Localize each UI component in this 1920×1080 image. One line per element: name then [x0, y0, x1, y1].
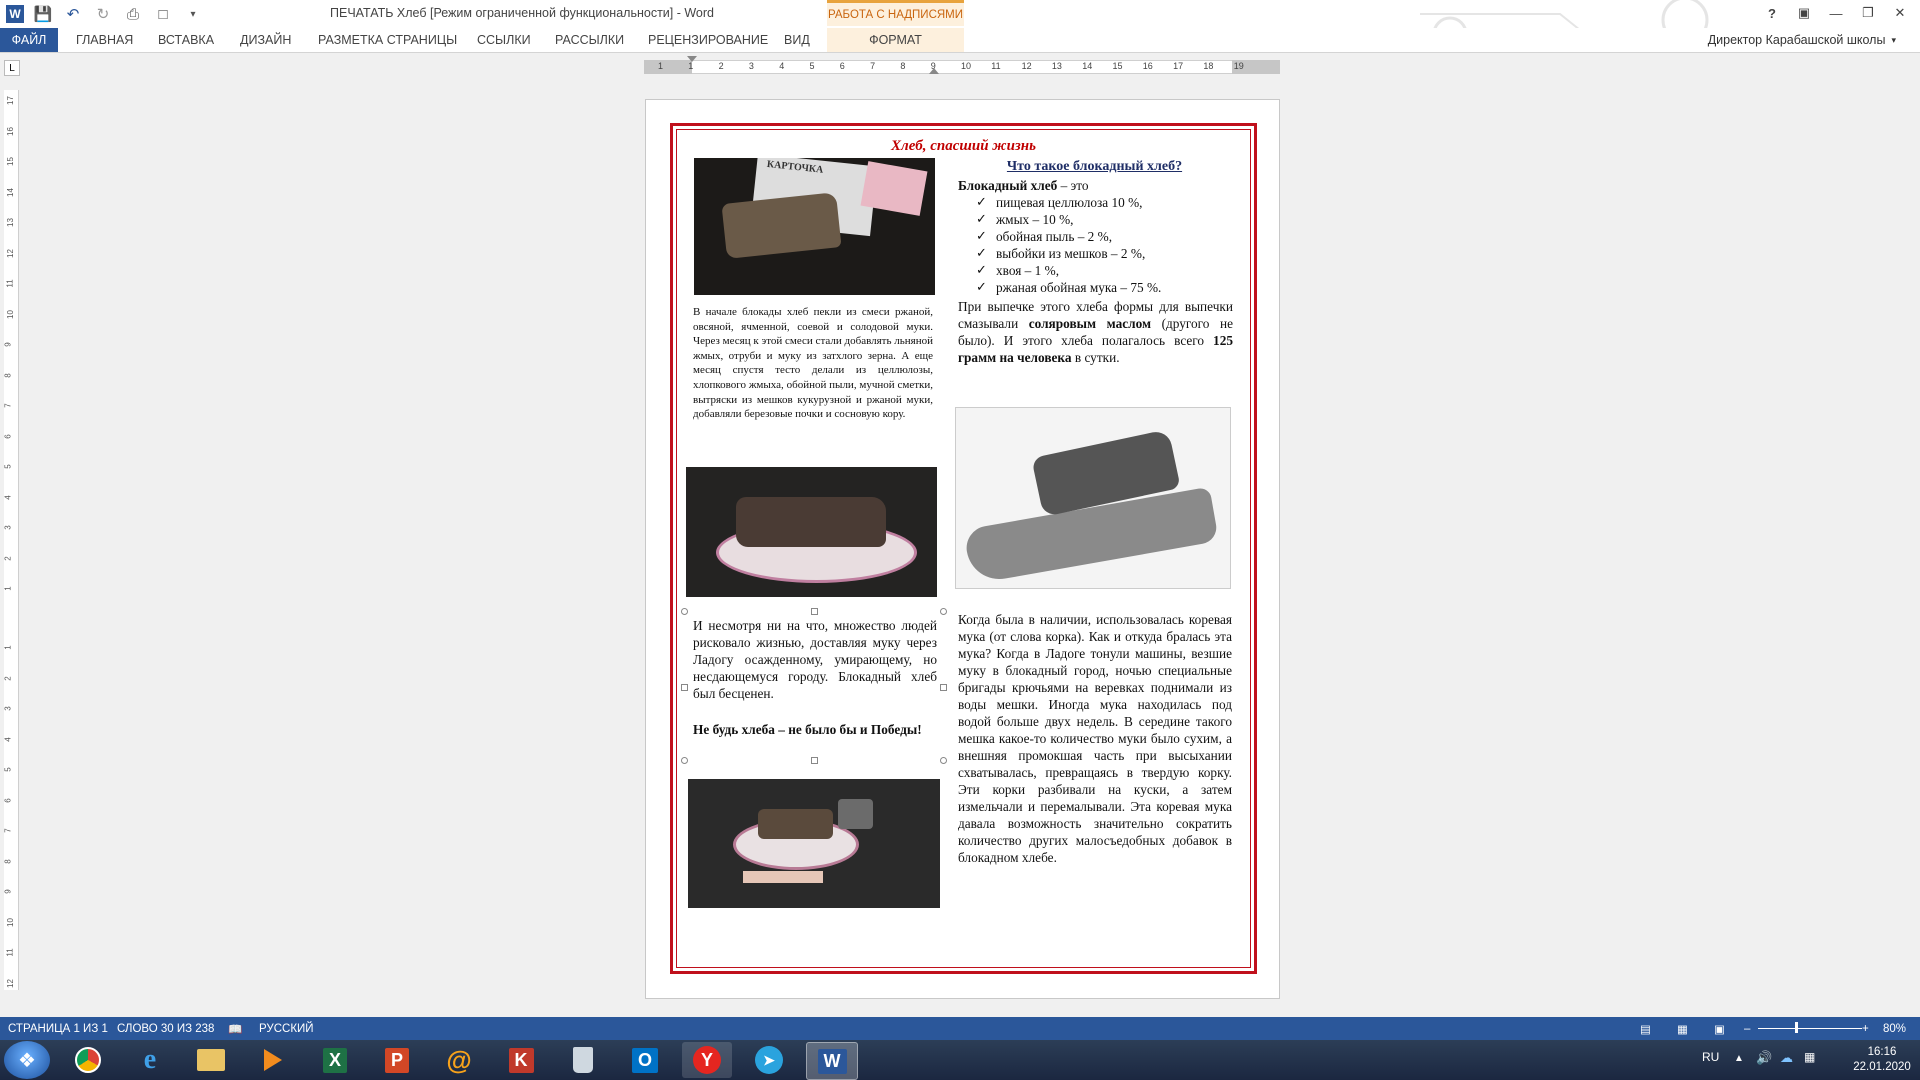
ruler-number: 2 [3, 675, 13, 681]
right-indent-marker-icon[interactable] [929, 68, 939, 74]
indent-marker-icon[interactable] [687, 56, 697, 62]
section-heading: Что такое блокадный хлеб? [1006, 159, 1183, 174]
tab-home[interactable]: ГЛАВНАЯ [76, 33, 134, 47]
status-bar [0, 1017, 1920, 1040]
ruler-number: 4 [3, 494, 13, 500]
read-mode-icon[interactable]: ▤ [1640, 1023, 1651, 1036]
close-icon[interactable]: ✕ [1894, 5, 1906, 20]
ruler-number: 1 [688, 61, 694, 71]
chevron-down-icon: ▾ [1891, 34, 1896, 45]
help-button[interactable]: ? [1768, 5, 1776, 21]
undo-icon[interactable]: ↶ [66, 6, 80, 23]
ribbon-tabs [0, 28, 1920, 53]
redo-icon[interactable]: ↻ [96, 6, 110, 23]
label-card-shape [743, 871, 823, 883]
tab-design[interactable]: ДИЗАЙН [240, 33, 292, 47]
recycle-bin-icon[interactable] [558, 1042, 608, 1078]
list-item: ✓ выбойки из мешков – 2 %, [976, 245, 1236, 262]
word-count[interactable]: СЛОВО 30 ИЗ 238 [117, 1022, 215, 1035]
ruler-number: 8 [3, 858, 13, 864]
account-name[interactable] [1708, 28, 1896, 52]
ruler-number: 4 [3, 736, 13, 742]
word-taskbar-icon[interactable]: W [806, 1042, 858, 1080]
ruler-number: 7 [3, 828, 13, 833]
photo-bread-ration-card[interactable] [694, 158, 935, 295]
proofing-icon[interactable]: 📖 [228, 1023, 243, 1036]
photo-museum-exhibit[interactable] [688, 779, 940, 908]
ruler-number: 10 [5, 917, 15, 927]
chrome-icon[interactable] [63, 1042, 113, 1078]
clock-date: 22.01.2020 [1853, 1061, 1911, 1073]
ruler-number: 12 [1021, 61, 1032, 71]
tab-insert[interactable]: ВСТАВКА [158, 33, 215, 47]
tab-view[interactable]: ВИД [784, 33, 810, 47]
outlook-icon[interactable]: O [620, 1042, 670, 1078]
tab-format[interactable]: ФОРМАТ [827, 28, 964, 52]
web-layout-icon[interactable]: ▣ [1714, 1023, 1725, 1036]
show-hidden-icons-icon[interactable]: ▲ [1734, 1053, 1744, 1064]
minimize-icon[interactable]: — [1829, 5, 1843, 21]
network-icon[interactable]: ▦ [1804, 1050, 1816, 1064]
ruler-number: 9 [3, 889, 13, 894]
ruler-number: 13 [1051, 61, 1062, 71]
tab-file[interactable]: ФАЙЛ [0, 28, 58, 52]
ruler-number: 1 [3, 586, 13, 591]
new-document-icon[interactable]: □ [158, 5, 168, 23]
photo-hand-holding-bread[interactable] [955, 407, 1231, 589]
clock-time: 16:16 [1867, 1046, 1897, 1058]
word-app-icon[interactable]: W [6, 5, 24, 23]
composition-intro [958, 177, 1231, 194]
ruler-number: 3 [748, 61, 754, 71]
quick-access-toolbar [6, 3, 204, 25]
ration-card-label: КАРТОЧКА [766, 158, 824, 176]
kaspersky-icon[interactable]: K [496, 1042, 546, 1078]
ruler-number: 19 [1233, 61, 1244, 71]
resize-handle[interactable] [940, 684, 947, 691]
tab-page-layout[interactable]: РАЗМЕТКА СТРАНИЦЫ [318, 33, 458, 47]
list-item: ✓ пищевая целлюлоза 10 %, [976, 194, 1236, 211]
vertical-ruler[interactable] [4, 90, 19, 990]
text-run: При выпечке этого хлеба формы для выпечки смазывали [958, 299, 1233, 331]
context-tab-group-label: РАБОТА С НАДПИСЯМИ [827, 0, 964, 26]
clock[interactable] [1852, 1045, 1912, 1075]
ruler-number: 11 [5, 279, 15, 288]
media-player-icon[interactable] [248, 1042, 298, 1078]
composition-intro-bold: Блокадный хлеб [958, 178, 1058, 193]
ruler-number: 12 [5, 248, 15, 258]
ruler-number: 15 [1112, 61, 1123, 71]
resize-handle[interactable] [681, 608, 688, 615]
right-paragraph-2: Когда была в наличии, использовалась коревая мука (от слова корка). Как и откуда бралась эта мука? Когда в Ладоге тонули машины, везшие муку в блокадный город, ночью специальные бригады крючьями на веревках поднимали из воды мешки. Иногда мука находилась под водой больше двух недель. В середине такого мешка какое-то количество муки было сухим, а внешняя промокшая часть при высыхании схватывалась, превращаясь в твердую корку. Эти корки разбивали на куски, а затем измельчали и перемалывали. Эта коревая мука давала возможность значительно сократить количество других малосъедобных добавок в блокадном хлебе. [958, 612, 1232, 865]
zoom-in-button[interactable]: + [1862, 1022, 1869, 1035]
ruler-number: 12 [5, 978, 15, 988]
excel-icon[interactable]: X [310, 1042, 360, 1078]
text-box-paragraph[interactable]: И несмотря ни на что, множество людей рисковало жизнью, доставляя муку через Ладогу осажденному, умирающему, но несдающемуся городу. Блокадный хлеб был бесценен. [693, 618, 937, 701]
print-layout-icon[interactable]: ▦ [1677, 1023, 1688, 1036]
tab-references[interactable]: ССЫЛКИ [477, 33, 531, 47]
restore-icon[interactable]: ❐ [1862, 5, 1874, 20]
tab-mailings[interactable]: РАССЫЛКИ [555, 33, 625, 47]
volume-icon[interactable]: 🔊 [1756, 1050, 1773, 1065]
resize-handle[interactable] [681, 684, 688, 691]
ruler-number: 14 [5, 187, 15, 197]
onedrive-icon[interactable]: ☁ [1780, 1050, 1793, 1065]
photo-bread-on-plate[interactable] [686, 467, 937, 597]
ruler-number: 7 [3, 403, 13, 408]
ruler-number: 3 [3, 706, 13, 711]
save-icon[interactable]: 💾 [33, 6, 53, 23]
ruler-number: 3 [3, 525, 13, 530]
ruler-number: 11 [5, 948, 15, 957]
yandex-browser-icon[interactable]: Y [682, 1042, 732, 1078]
ruler-number: 6 [3, 797, 13, 803]
ruler-number: 9 [3, 342, 13, 347]
bread-shape [758, 809, 833, 839]
text-run: (другого не было). И этого хлеба полагалось всего [958, 316, 1233, 348]
ruler-number: 5 [3, 767, 13, 772]
ruler-number: 14 [1082, 61, 1093, 71]
powerpoint-icon[interactable]: P [372, 1042, 422, 1078]
tab-selector[interactable]: L [4, 60, 20, 76]
bread-shape [721, 192, 841, 259]
zoom-level[interactable]: 80% [1883, 1022, 1907, 1035]
text-run-bold: 125 грамм на человека [958, 333, 1233, 365]
resize-handle[interactable] [940, 608, 947, 615]
telegram-icon[interactable]: ➤ [744, 1042, 794, 1078]
bread-shape [736, 497, 886, 547]
ruler-number: 5 [3, 464, 13, 469]
list-item: ✓ ржаная обойная мука – 75 %. [976, 279, 1236, 296]
start-button[interactable]: ❖ [4, 1041, 50, 1079]
ruler-number: 17 [5, 96, 15, 105]
print-icon[interactable]: ⎙ [126, 5, 139, 23]
resize-handle[interactable] [811, 608, 818, 615]
ruler-number: 8 [3, 372, 13, 378]
right-paragraph-1 [958, 298, 1233, 366]
account-name-label: Директор Карабашской школы [1707, 33, 1886, 47]
list-item: ✓ хвоя – 1 %, [976, 262, 1236, 279]
list-item: ✓ обойная пыль – 2 %, [976, 228, 1236, 245]
resize-handle[interactable] [811, 757, 818, 764]
ruler-number: 6 [3, 433, 13, 439]
ruler-number: 17 [1173, 61, 1184, 71]
ruler-number: 8 [900, 61, 906, 71]
mail-agent-icon[interactable]: @ [446, 1044, 472, 1075]
page-count[interactable]: СТРАНИЦА 1 ИЗ 1 [8, 1022, 108, 1035]
zoom-out-button[interactable]: – [1744, 1022, 1751, 1035]
ruler-number: 10 [5, 309, 15, 319]
ribbon-display-options-icon[interactable]: ▣ [1797, 5, 1811, 20]
left-paragraph-1: В начале блокады хлеб пекли из смеси ржаной, овсяной, ячменной, соевой и солодовой муки. Через месяц к этой смеси стали добавлять льняной жмых, отруби и муку из затхлого зерна. А еще месяц спустя тесто делали из целлюлозы, хлопкового жмыха, обойной пыли, мучной сметки, вытряски из мешков кукурузной и ржаной муки, добавляли березовые почки и сосновую кору. [693, 306, 933, 421]
customize-qat-icon[interactable]: ▾ [190, 8, 196, 20]
zoom-slider-thumb[interactable] [1795, 1022, 1798, 1033]
resize-handle[interactable] [681, 757, 688, 764]
tin-can-shape [838, 799, 873, 829]
resize-handle[interactable] [940, 757, 947, 764]
language-indicator[interactable]: РУССКИЙ [259, 1022, 314, 1035]
ruler-number: 4 [779, 61, 785, 71]
window-controls [1758, 2, 1914, 24]
ruler-number: 2 [718, 61, 724, 71]
ruler-number: 11 [991, 61, 1001, 71]
zoom-slider-track[interactable] [1758, 1028, 1862, 1029]
ruler-number: 16 [5, 126, 15, 136]
ruler-number: 5 [809, 61, 815, 71]
ruler-number: 9 [930, 61, 936, 71]
tab-review[interactable]: РЕЦЕНЗИРОВАНИЕ [648, 33, 769, 47]
ruler-number: 7 [870, 61, 876, 71]
ruler-numbers [644, 61, 1280, 73]
text-run: в сутки. [1071, 350, 1120, 365]
window-title: ПЕЧАТАТЬ Хлеб [Режим ограниченной функциональности] - Word [330, 6, 714, 20]
ruler-number: 13 [5, 218, 15, 227]
file-explorer-icon[interactable] [186, 1042, 236, 1078]
internet-explorer-icon[interactable]: e [143, 1044, 157, 1075]
ruler-number: 2 [3, 555, 13, 561]
ruler-number: 1 [658, 61, 664, 71]
text-box-slogan[interactable]: Не будь хлеба – не было бы и Победы! [693, 722, 922, 737]
ruler-number: 18 [1203, 61, 1214, 71]
list-item: ✓ жмых – 10 %, [976, 211, 1236, 228]
ruler-number: 6 [839, 61, 845, 71]
document-title: Хлеб, спасший жизнь [891, 138, 1036, 154]
composition-intro-rest: – это [1057, 178, 1089, 193]
composition-list [976, 194, 1236, 296]
text-run-bold: соляровым маслом [1028, 316, 1152, 331]
ruler-number: 15 [5, 157, 15, 166]
ruler-number: 16 [1142, 61, 1153, 71]
keyboard-language[interactable]: RU [1702, 1050, 1720, 1064]
ruler-number: 10 [961, 61, 972, 71]
ruler-number: 1 [3, 645, 13, 650]
